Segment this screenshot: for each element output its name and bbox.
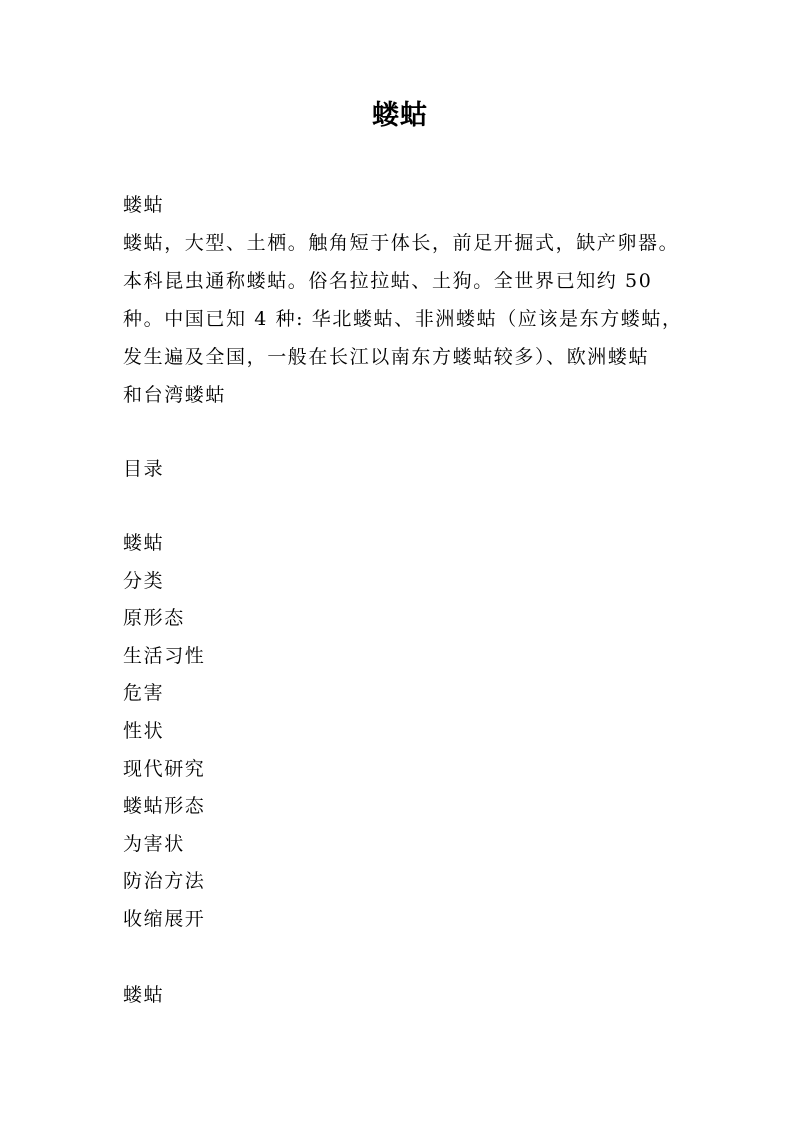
intro-line: 本科昆虫通称蝼蛄。俗名拉拉蛄、土狗。全世界已知约 50 [123,270,653,292]
toc-item[interactable]: 生活习性 [123,644,206,667]
intro-heading-text: 蝼蛄 [123,194,165,216]
toc-item[interactable]: 蝼蛄 [123,532,165,554]
intro-line: 和台湾蝼蛄 [123,384,227,406]
intro-line: 蝼蛄，大型、土栖。触角短于体长，前足开掘式，缺产卵器。 [123,232,680,254]
intro-heading [123,186,693,224]
toc-item[interactable]: 防治方法 [123,870,206,893]
toc-list [123,525,693,939]
toc-item[interactable]: 分类 [123,569,165,592]
intro-line: 发生遍及全国，一般在长江以南东方蝼蛄较多）、欧洲蝼蛄 [123,346,650,368]
toc-item[interactable]: 为害状 [123,832,185,855]
toc-item[interactable]: 收缩展开 [123,907,206,930]
document-title: 蝼蛄 [372,100,428,131]
toc-title [123,450,693,488]
section-heading [123,976,693,1014]
toc-item[interactable]: 现代研究 [123,757,206,780]
toc-title-text: 目录 [123,458,165,480]
intro-paragraph [123,224,693,414]
section-heading-text: 蝼蛄 [123,984,165,1006]
toc-item[interactable]: 性状 [123,719,165,742]
intro-line: 种。中国已知 4 种: 华北蝼蛄、非洲蝼蛄（应该是东方蝼蛄， [123,308,683,330]
toc-item[interactable]: 原形态 [123,607,185,630]
toc-item[interactable]: 蝼蛄形态 [123,795,206,818]
toc-item[interactable]: 危害 [123,682,165,705]
